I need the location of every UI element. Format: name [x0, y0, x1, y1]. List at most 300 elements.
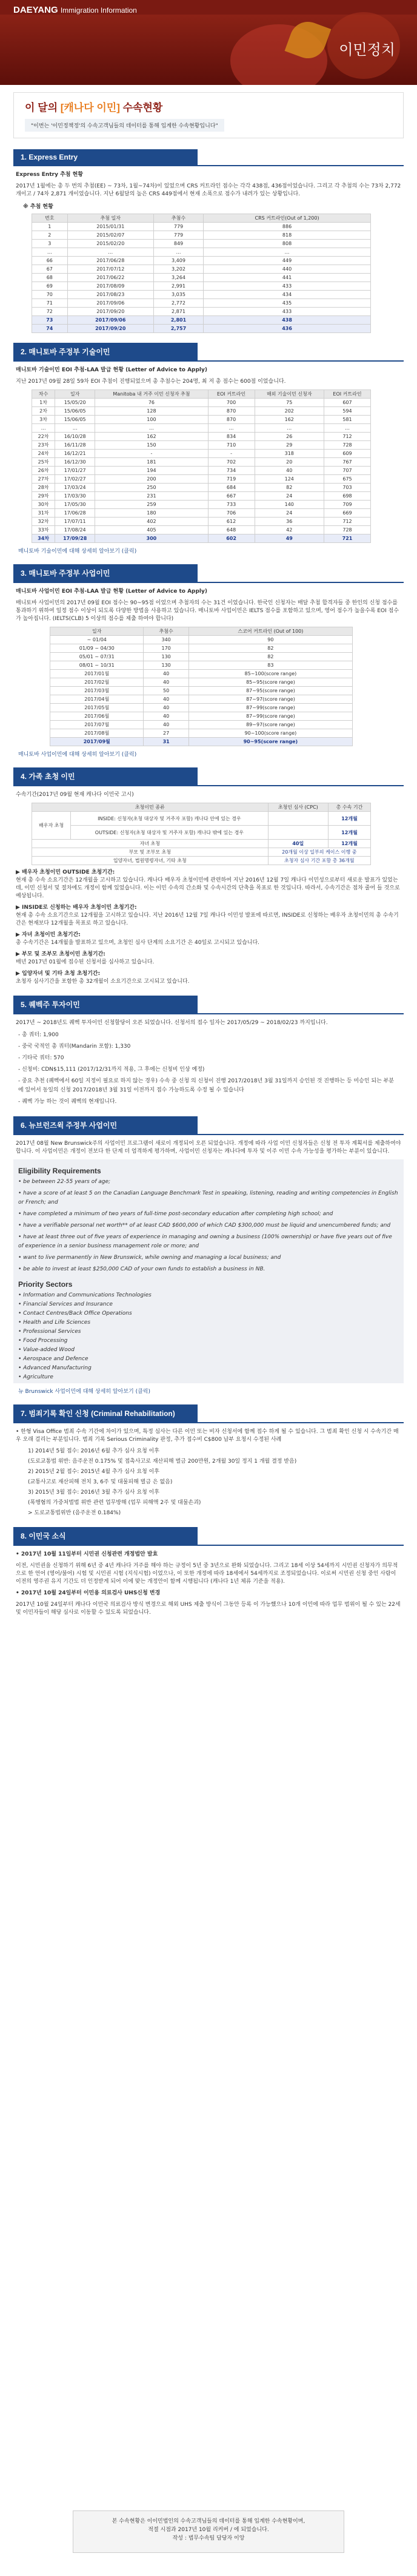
note-block	[13, 931, 404, 947]
brand-korean: 이민정치	[339, 41, 395, 58]
table-cell: 2015/02/20	[67, 240, 153, 248]
list-item: - 중요 추천 (퀘벡에서 60일 지정이 필요로 하지 않는 경우) 수속 중 신청 의 신청이 진행 2017/2018년 3월 31일까지 승인된 것 진행하는 등 미승인 되는 부분에 있어서 동일의 신청 2017/2018년 3월 31일 이전까지 접수 가능하도록 수정 될 수 있습니다	[18, 1078, 395, 1093]
table-row	[50, 653, 353, 661]
table-cell: 3,409	[153, 257, 203, 265]
table-row	[50, 670, 353, 678]
note-block	[13, 904, 404, 928]
list-item: • want to live permanently in New Brunswick, while owning and managing a local business; and	[18, 1255, 281, 1261]
news-text: 2017년 10월 24일부터 캐나다 이민국 의료검사 방식 변경으로 해외 UHS 제출 방식이 그동안 등록 이 가능했으나 10개 이민에 따라 업무 범위이 될 수 있는 22세 및 이민자들이 해당 심사로 이동할 수 있도록 되었습니다.	[16, 1602, 401, 1616]
table-cell: 08/01 ~ 10/31	[50, 661, 144, 670]
family-sponsorship-table	[32, 803, 371, 865]
priority-heading: Priority Sectors	[18, 1280, 73, 1289]
table-cell: 2017/09/06	[67, 299, 153, 308]
express-entry-table	[32, 214, 371, 333]
table-header: 스코어 커트라인 (Out of 100)	[188, 627, 352, 636]
section-subtitle: 매니토바 기술이민 EOI 추첨-LAA 발급 현황 (Letter of Advice to Apply)	[16, 367, 207, 373]
list-item: - 중국 국적인 총 쿼터(Mandarin 포함): 1,330	[18, 1044, 131, 1050]
title-box	[13, 92, 404, 138]
table-cell: 441	[204, 274, 371, 282]
table-cell: 40	[144, 695, 188, 704]
table-cell: 609	[324, 450, 371, 458]
table-title: ※ 추첨 현황	[23, 204, 53, 210]
table-header: 차수	[32, 390, 55, 399]
section-divider	[13, 1013, 404, 1014]
note-text: 매년 2017년 01월에 접수된 신청서를 심사하고 있습니다.	[16, 959, 155, 965]
section-text: 2017년 ~ 2018년도 퀘벡 투자이민 신청할당이 오픈 되었습니다. 신청서의 접수 일자는 2017/05/29 ~ 2018/02/23 까지입니다.	[16, 1020, 328, 1026]
table-header: EOI 커트라인	[208, 390, 255, 399]
table-cell: 34차	[32, 534, 55, 543]
table-cell: 16/12/30	[55, 458, 95, 467]
table-cell: 2017/06/28	[67, 257, 153, 265]
table-cell: 2017/01월	[50, 670, 144, 678]
table-cell: …	[204, 248, 371, 257]
table-header: 추첨수	[153, 214, 203, 223]
section-heading: 2. 매니토바 주정부 기술이민	[13, 343, 198, 360]
table-cell: 607	[324, 399, 371, 407]
table-cell: -	[208, 450, 255, 458]
table-cell: 767	[324, 458, 371, 467]
table-cell: 24	[255, 509, 324, 518]
table-cell: 17/05/30	[55, 501, 95, 509]
table-cell: 31차	[32, 509, 55, 518]
section-manitoba-business	[13, 564, 404, 758]
table-cell: 181	[95, 458, 208, 467]
table-cell: 89~97(score range)	[188, 721, 352, 729]
table-row	[32, 509, 371, 518]
table-cell: 433	[204, 282, 371, 291]
table-cell: 180	[95, 509, 208, 518]
table-cell: 2017/03월	[50, 687, 144, 695]
footer-note	[73, 2510, 344, 2553]
table-row	[32, 450, 371, 458]
table-cell: 82	[188, 644, 352, 653]
table-cell: -	[95, 450, 208, 458]
note-text: 현재 총 수속 소요기간은 12개월을 고시하고 있습니다. 캐나다 배우자 초청이민에 관련하여 지난 2016년 12월 7일 캐나다 이민성으로부터 새로운 발표가 있었는데, 이민 신청서 및 절차에도 개정이 함께 있었습니다. 이는 이민 수속의 간소화 및 수속시간의 단축을 목표로 한 것입니다. 따라서, 수속기간은 점차 줄어 들 것으로 예상됩니다.	[16, 877, 400, 899]
table-cell: 31	[144, 738, 188, 746]
list-item: • Professional Services	[18, 1329, 81, 1335]
table-cell: 648	[208, 526, 255, 534]
table-cell: 01/09 ~ 04/30	[50, 644, 144, 653]
list-item: • be able to invest at least $250,000 CAD of your own funds to establish a business in NB.	[18, 1266, 265, 1272]
news-heading: • 2017년 10월 11일부터 시민권 신청관련 개정법안 발효	[16, 1551, 158, 1557]
news-items	[13, 1551, 404, 1617]
note-heading: ▶ 배우자 초청이민 OUTSIDE 초청기간:	[16, 869, 115, 875]
table-cell: 2017/09월	[50, 738, 144, 746]
table-row	[32, 518, 371, 526]
table-cell: 712	[324, 518, 371, 526]
table-row	[50, 661, 353, 670]
table-cell: 82	[188, 653, 352, 661]
manitoba-business-link[interactable]: 매니토바 사업이민에 대해 상세히 알아보기 (클릭)	[18, 752, 137, 758]
table-cell: …	[55, 424, 95, 433]
table-cell: 128	[95, 407, 208, 416]
table-cell	[268, 826, 328, 840]
table-cell: …	[208, 424, 255, 433]
table-cell: 75	[255, 399, 324, 407]
table-cell: 3,202	[153, 265, 203, 274]
table-cell: 40	[144, 721, 188, 729]
table-cell: 130	[144, 661, 188, 670]
section-subtitle: 수속기간(2017년 09월 현재 캐나다 이민국 고시)	[16, 792, 134, 798]
table-cell: 2017/08/09	[67, 282, 153, 291]
table-cell: 73	[32, 316, 68, 325]
table-cell: 2017/08월	[50, 729, 144, 738]
table-cell: 200	[95, 475, 208, 484]
table-cell: 49	[255, 534, 324, 543]
list-item: - 총 쿼터: 1,900	[18, 1032, 59, 1038]
table-cell: 602	[208, 534, 255, 543]
table-cell: 2차	[32, 407, 55, 416]
manitoba-skilled-table	[32, 389, 371, 543]
table-cell: 40일	[268, 840, 328, 848]
table-cell: 449	[204, 257, 371, 265]
table-cell: 87~95(score range)	[188, 687, 352, 695]
table-cell: 2017/09/20	[67, 325, 153, 333]
table-row	[32, 475, 371, 484]
brand-logo[interactable]: DAEYANG Immigration Information	[13, 5, 137, 15]
table-cell: 76	[95, 399, 208, 407]
table-cell: 405	[95, 526, 208, 534]
table-row	[32, 257, 371, 265]
table-cell: 87~99(score range)	[188, 704, 352, 712]
list-item: • have a verifiable personal net worth** of at least CAD $600,000 of which CAD $300,000 must be liquid and unencumbered funds; and	[18, 1222, 391, 1229]
table-cell: 202	[255, 407, 324, 416]
table-cell: 2,801	[153, 316, 203, 325]
table-cell: 40	[144, 712, 188, 721]
table-cell: 440	[204, 265, 371, 274]
table-row	[50, 738, 353, 746]
table-cell: 87~97(score range)	[188, 695, 352, 704]
news-text: 이전, 시민권을 신청하기 위해 6년 중 4년 캐나다 거주를 해야 하는 규정이 5년 중 3년으로 완화 되었습니다. 그리고 18세 이상 54세까지 시민권 신청자가 의무적으로 한 언어 (영어/불어) 시험 및 시민권 시험 (지식시험) 이었으나, 이 또한 개정에 따라 18세에서 54세까지로 조정되었습니다. 이로써 시민권 신청 중인 사람이 이전의 영주권 유지 기간도 더 인정받게 되어 이에 맞는 개정안이 함께 시행됩니다 (캐나다 1년 체류 기준을 적용).	[16, 1563, 398, 1585]
table-cell: 2017/05월	[50, 704, 144, 712]
table-row	[32, 223, 371, 231]
table-cell	[268, 812, 328, 826]
table-cell: 40	[144, 670, 188, 678]
table-cell: 87~99(score range)	[188, 712, 352, 721]
table-cell: 70	[32, 291, 68, 299]
new-brunswick-link[interactable]: 뉴 Brunswick 사업이민에 대해 상세히 알아보기 (클릭)	[18, 1389, 150, 1395]
table-cell: 15/06/05	[55, 416, 95, 424]
table-row	[32, 240, 371, 248]
intro-text: "이번는 '이민정책정'의 수속고객님들의 데이터를 통해 입계한 수속현황입니다"	[25, 119, 224, 132]
table-cell: 886	[204, 223, 371, 231]
list-item: 1) 2014년 5월 접수: 2016년 6월 추가 심사 요청 이후	[28, 1448, 159, 1454]
table-cell: 66	[32, 257, 68, 265]
table-cell: 162	[255, 416, 324, 424]
table-cell: …	[32, 424, 55, 433]
table-cell: 808	[204, 240, 371, 248]
table-cell: 170	[144, 644, 188, 653]
list-item: • Food Processing	[18, 1338, 68, 1344]
table-row	[32, 441, 371, 450]
table-cell: 15/06/05	[55, 407, 95, 416]
table-cell: …	[324, 424, 371, 433]
table-cell: 702	[208, 458, 255, 467]
table-cell: ~ 01/04	[50, 636, 144, 644]
table-row	[50, 695, 353, 704]
table-row	[50, 644, 353, 653]
table-header: 추첨 일자	[67, 214, 153, 223]
table-cell: 150	[95, 441, 208, 450]
table-cell: 26	[255, 433, 324, 441]
table-cell: 85~100(score range)	[188, 670, 352, 678]
section-text: • 한형 Visa Office 범죄 수속 기간에 차이가 있으며, 특정 심사는 다른 이민 또는 비자 신청서에 함께 접수 하게 될 수 있습니다. 그 범죄 확인 신청 시 수속기간 매우 오래 걸리는 부분입니다. 범죄 기록 Serious Criminality 판정, 추가 접수비 C$800 납부 요청시 수정된 사례	[16, 1429, 399, 1443]
table-cell: 90~95(score range)	[188, 738, 352, 746]
table-cell: 734	[208, 467, 255, 475]
table-header: 추첨수	[144, 627, 188, 636]
note-text: 총 수속기간은 14개월을 발표하고 있으며, 초청인 심사 단계의 소요기간 은 40일로 고시되고 있습니다.	[16, 940, 260, 946]
quebec-items	[13, 1031, 404, 1107]
table-cell: 402	[95, 518, 208, 526]
table-cell: 435	[204, 299, 371, 308]
table-cell: 194	[95, 467, 208, 475]
table-row	[32, 458, 371, 467]
table-cell: 40	[255, 467, 324, 475]
table-cell: 700	[208, 399, 255, 407]
header-banner	[0, 0, 417, 85]
table-cell: 2,757	[153, 325, 203, 333]
list-item: - 퀘벡 가능 하는 것이 퀘벡의 현재입니다.	[18, 1099, 117, 1105]
table-cell: 300	[95, 534, 208, 543]
table-cell: 22차	[32, 433, 55, 441]
table-cell: 698	[324, 492, 371, 501]
table-cell: 68	[32, 274, 68, 282]
table-cell: 849	[153, 240, 203, 248]
table-cell: 130	[144, 653, 188, 661]
table-cell: 2015/02/07	[67, 231, 153, 240]
table-cell: 733	[208, 501, 255, 509]
table-cell: 부모 및 조부모 초청	[32, 848, 269, 857]
table-cell: 85~95(score range)	[188, 678, 352, 687]
table-cell: 834	[208, 433, 255, 441]
table-cell: 16/11/28	[55, 441, 95, 450]
table-cell: 17/03/30	[55, 492, 95, 501]
page-title: 이 달의 [캐나다 이민] 수속현황	[25, 102, 163, 113]
table-cell: 32차	[32, 518, 55, 526]
table-cell: 779	[153, 231, 203, 240]
table-cell: 12개월	[329, 840, 371, 848]
table-row	[32, 248, 371, 257]
table-cell: 259	[95, 501, 208, 509]
table-cell: …	[95, 424, 208, 433]
table-cell: 24차	[32, 450, 55, 458]
table-row	[50, 678, 353, 687]
table-cell: 3,035	[153, 291, 203, 299]
table-row	[32, 291, 371, 299]
table-cell: 17/08/24	[55, 526, 95, 534]
note-block	[13, 970, 404, 986]
section-divider	[13, 785, 404, 786]
table-cell: 870	[208, 407, 255, 416]
list-item: 3) 2015년 3월 접수: 2016년 3월 추가 심사 요청 이후	[28, 1489, 159, 1495]
table-cell: OUTSIDE: 신청자(초청 대상자 및 거주자 포함) 캐나다 밖에 있는 경우	[71, 826, 268, 840]
table-row	[32, 265, 371, 274]
table-cell: 30차	[32, 501, 55, 509]
section-heading: 1. Express Entry	[13, 149, 198, 165]
list-item: - 신청비: CDN$15,111 (2017/12/31까지 적용, 그 후에는 신청비 인상 예정)	[18, 1067, 205, 1073]
table-cell: 27	[144, 729, 188, 738]
table-cell: 2017/07월	[50, 721, 144, 729]
section-divider	[13, 1545, 404, 1546]
table-cell: 706	[208, 509, 255, 518]
table-row	[50, 687, 353, 695]
table-cell: 16/12/21	[55, 450, 95, 458]
table-cell: 12개월	[329, 826, 371, 840]
table-row	[32, 308, 371, 316]
table-cell: 27차	[32, 475, 55, 484]
list-item: (폭행혐의 가중처벌법 위반 관련 업무방해 (업무 피해액 2주 및 대물손괴)	[28, 1500, 201, 1506]
table-cell: 721	[324, 534, 371, 543]
table-cell: 36	[255, 518, 324, 526]
table-cell: 26차	[32, 467, 55, 475]
table-cell: 17/03/24	[55, 484, 95, 492]
section-heading: 5. 퀘벡주 투자이민	[13, 996, 198, 1013]
table-header: 일자	[55, 390, 95, 399]
table-cell: 675	[324, 475, 371, 484]
table-row	[32, 534, 371, 543]
table-cell: 1차	[32, 399, 55, 407]
list-item: (교통사고로 재산피해 전치 3, 6주 및 대물피해 벌금 은 없음)	[28, 1479, 173, 1485]
table-row	[32, 416, 371, 424]
table-cell: 17/09/28	[55, 534, 95, 543]
table-cell: …	[32, 248, 68, 257]
list-item: • Aerospace and Defence	[18, 1356, 88, 1362]
table-cell: …	[67, 248, 153, 257]
table-cell: 712	[324, 433, 371, 441]
manitoba-business-table	[50, 627, 353, 746]
table-cell: 29	[255, 441, 324, 450]
table-cell: 67	[32, 265, 68, 274]
section-new-brunswick	[13, 1116, 404, 1395]
table-cell: 17/06/28	[55, 509, 95, 518]
table-cell: 124	[255, 475, 324, 484]
list-item: (도로교통법 위반: 음주운전 0.175% 및 접촉사고로 재산피해 벌금 200만원, 2개월 30일 정지 1 개월 결정 받음)	[28, 1458, 297, 1465]
list-item: • be between 22-55 years of age;	[18, 1179, 111, 1185]
table-cell: 2017/09/06	[67, 316, 153, 325]
section-divider	[13, 165, 404, 166]
section-heading: 8. 이민국 소식	[13, 1527, 198, 1545]
table-header: 총 수속 기간	[329, 803, 371, 812]
table-cell: 40	[144, 704, 188, 712]
table-cell: 1	[32, 223, 68, 231]
list-item: > 도로교통법위반 (음주운전 0.184%)	[28, 1510, 121, 1516]
table-cell: 2017/08/23	[67, 291, 153, 299]
table-cell: 20	[255, 458, 324, 467]
table-header: EOI 커트라인	[324, 390, 371, 399]
table-cell: 3,264	[153, 274, 203, 282]
list-item: 2) 2015년 2월 접수: 2015년 4월 추가 심사 요청 이후	[28, 1469, 159, 1475]
table-row	[32, 299, 371, 308]
table-cell: 340	[144, 636, 188, 644]
table-cell: 2017/04월	[50, 695, 144, 704]
table-cell: …	[153, 248, 203, 257]
table-cell: 90~100(score range)	[188, 729, 352, 738]
table-row	[32, 484, 371, 492]
table-cell: 728	[324, 526, 371, 534]
table-row	[32, 316, 371, 325]
section-family-sponsorship	[13, 767, 404, 986]
table-cell: 25차	[32, 458, 55, 467]
table-header: 초청이민 종류	[32, 803, 269, 812]
table-header: Manitoba 내 거주 이민 신청자 추첨	[95, 390, 208, 399]
table-header: 초청인 심사 (CPC)	[268, 803, 328, 812]
table-cell: 90	[188, 636, 352, 644]
table-header: 해외 기술이민 신청자	[255, 390, 324, 399]
section-divider	[13, 582, 404, 583]
table-cell: 2017/02월	[50, 678, 144, 687]
table-cell: 434	[204, 291, 371, 299]
table-cell: 2017/06월	[50, 712, 144, 721]
footer-line: 본 수속현황은 이이민법인의 수속고객님들의 데이터를 통해 입계한 수속현황이며,	[112, 2518, 305, 2524]
section-text: 지난 2017년 09월 28일 59차 EOI 추첨이 진행되었으며 총 추첨수는 204명, 최 저 총 점수는 600점 이었습니다.	[16, 379, 286, 385]
table-cell: 23차	[32, 441, 55, 450]
table-header: 번호	[32, 214, 68, 223]
table-cell: 17/02/27	[55, 475, 95, 484]
table-row	[32, 492, 371, 501]
list-item: - 기타국 쿼터: 570	[18, 1055, 64, 1061]
note-block	[13, 869, 404, 900]
table-row	[50, 636, 353, 644]
table-header: CRS 커트라인(Out of 1,200)	[204, 214, 371, 223]
section-divider	[13, 1134, 404, 1135]
eligibility-heading: Eligibility Requirements	[18, 1167, 101, 1175]
list-item: • Health and Life Sciences	[18, 1320, 91, 1326]
note-heading: ▶ 부모 및 조부모 초청이민 초청기간:	[16, 951, 105, 957]
table-cell: 612	[208, 518, 255, 526]
table-row	[32, 282, 371, 291]
footer-line: 적절 시점과 2017년 10월 리커버 / 에 되었습니다.	[148, 2527, 269, 2533]
table-cell: 318	[255, 450, 324, 458]
table-cell: 초청자 심사 기간 포함 총 36개월	[268, 857, 370, 865]
table-cell: 입양자녀, 법원명령자녀, 기타 초청	[32, 857, 269, 865]
section-divider	[13, 1422, 404, 1423]
section-heading: 7. 범죄기록 확인 신청 (Criminal Rehabilitation)	[13, 1404, 198, 1422]
table-row	[50, 712, 353, 721]
list-item: • have at least three out of five years of experience in managing and owning a business (100% ownership) or have five years out of five of experience in a senior business management role or more; and	[18, 1234, 392, 1249]
table-cell: 438	[204, 316, 371, 325]
table-cell: 17/01/27	[55, 467, 95, 475]
manitoba-skilled-link[interactable]: 매니토바 기술이민에 대해 상세히 알아보기 (클릭)	[18, 548, 137, 555]
table-cell: 82	[255, 484, 324, 492]
table-cell: 140	[255, 501, 324, 509]
list-item: • Financial Services and Insurance	[18, 1301, 113, 1307]
section-text: 매니토바 사업이민의 2017년 09월 EOI 점수는 90~95점 이었으며 추첨자의 수는 31건 이었습니다. 한국인 신청자는 매달 추첨 합격자들 중 한인의 신청 점수를 통과하기 위하여 일정 점수 이상이 되도록 다양한 방법을 사용하고 있습니다. 매니토바 사업이민은 IELTS 점수를 포함하고 있으며, 영어 점수가 높을수록 EOI 점수가 높아집니다. (IELTS(CLB) 5 이상의 점수를 제출 하여야 합니다)	[16, 600, 399, 622]
news-heading: • 2017년 10월 24일부터 이민용 의료검사 UHS신청 변경	[16, 1590, 161, 1596]
table-cell: 870	[208, 416, 255, 424]
table-cell: 71	[32, 299, 68, 308]
table-cell: 2017/07/12	[67, 265, 153, 274]
table-row	[32, 231, 371, 240]
table-cell: 24	[255, 492, 324, 501]
list-item: • Information and Communications Technologies	[18, 1292, 152, 1298]
table-row	[32, 325, 371, 333]
section-heading: 6. 뉴브런즈윅 주정부 사업이민	[13, 1116, 198, 1134]
table-cell: 728	[324, 441, 371, 450]
table-row	[32, 424, 371, 433]
list-item: • have a score of at least 5 on the Canadian Language Benchmark Test in speaking, listening, reading and writing competencies in English or French; and	[18, 1190, 398, 1205]
table-row	[32, 433, 371, 441]
note-heading: ▶ INSIDE로 신청하는 배우자 초청이민 초청기간:	[16, 905, 137, 911]
table-cell: 50	[144, 687, 188, 695]
section-divider	[13, 360, 404, 362]
list-item: • have completed a minimum of two years of full-time post-secondary education after completing high school; and	[18, 1211, 333, 1217]
footer-line: 작성 : 법무수속팀 담당자 이앙	[172, 2535, 245, 2541]
table-row	[50, 729, 353, 738]
family-sponsorship-notes	[13, 869, 404, 986]
note-heading: ▶ 자녀 초청이민 초청기간:	[16, 932, 81, 938]
table-cell: 83	[188, 661, 352, 670]
section-heading: 3. 매니토바 주정부 사업이민	[13, 564, 198, 582]
